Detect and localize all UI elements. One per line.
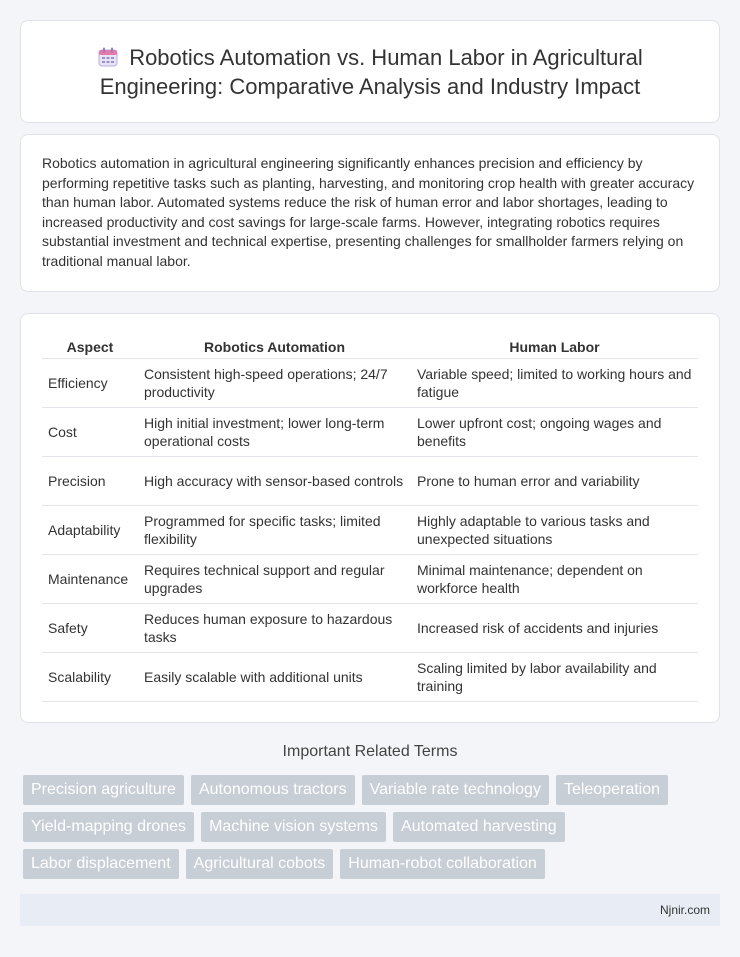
human-cell: Increased risk of accidents and injuries [411,603,698,652]
robotics-cell: Reduces human exposure to hazardous tasks [138,603,411,652]
aspect-cell: Scalability [42,652,138,701]
tag-row [23,812,723,842]
robotics-cell: Requires technical support and regular upgrades [138,554,411,603]
tag-row [23,775,723,805]
table-row [42,358,698,407]
human-cell: Variable speed; limited to working hours and fatigue [411,358,698,407]
tag-human-robot-collaboration[interactable]: Human-robot collaboration [340,849,545,879]
footer [20,894,720,926]
calendar-icon [97,46,119,68]
human-cell: Minimal maintenance; dependent on workforce health [411,554,698,603]
robotics-cell: Programmed for specific tasks; limited flexibility [138,505,411,554]
table-row [42,603,698,652]
related-terms-heading: Important Related Terms [282,743,458,760]
page-title-text: Robotics Automation vs. Human Labor in Agricultural Engineering: Comparative Analysis and Industry Impact [99,44,643,99]
tag-teleoperation[interactable]: Teleoperation [556,775,668,805]
aspect-cell: Adaptability [42,505,138,554]
tag-yield-mapping-drones[interactable]: Yield-mapping drones [23,812,194,842]
table-row [42,652,698,701]
aspect-cell: Maintenance [42,554,138,603]
robotics-cell: Consistent high-speed operations; 24/7 productivity [138,358,411,407]
table-header-row [42,334,698,358]
tag-automated-harvesting[interactable]: Automated harvesting [393,812,565,842]
aspect-cell: Safety [42,603,138,652]
tag-variable-rate-technology[interactable]: Variable rate technology [362,775,549,805]
human-cell: Prone to human error and variability [411,456,698,505]
tag-row [23,849,723,879]
aspect-cell: Precision [42,456,138,505]
comparison-card [20,313,720,723]
aspect-cell: Cost [42,407,138,456]
aspect-cell: Efficiency [42,358,138,407]
header-human: Human Labor [411,334,698,358]
header-aspect: Aspect [42,334,138,358]
table-row [42,505,698,554]
comparison-table [42,334,698,702]
table-row [42,554,698,603]
tag-autonomous-tractors[interactable]: Autonomous tractors [191,775,355,805]
tag-agricultural-cobots[interactable]: Agricultural cobots [186,849,334,879]
human-cell: Highly adaptable to various tasks and unexpected situations [411,505,698,554]
table-row [42,407,698,456]
robotics-cell: High initial investment; lower long-term operational costs [138,407,411,456]
human-cell: Lower upfront cost; ongoing wages and benefits [411,407,698,456]
related-terms-list [23,775,723,886]
footer-site-link[interactable]: Njnir.com [659,903,710,917]
tag-machine-vision-systems[interactable]: Machine vision systems [201,812,386,842]
header-robotics: Robotics Automation [138,334,411,358]
table-row [42,456,698,505]
tag-labor-displacement[interactable]: Labor displacement [23,849,179,879]
title-card [20,20,720,123]
human-cell: Scaling limited by labor availability and training [411,652,698,701]
intro-card [20,134,720,292]
page-title [50,43,690,101]
tag-precision-agriculture[interactable]: Precision agriculture [23,775,184,805]
robotics-cell: Easily scalable with additional units [138,652,411,701]
robotics-cell: High accuracy with sensor-based controls [138,456,411,505]
intro-paragraph: Robotics automation in agricultural engineering significantly enhances precision and efficiency by performing repetitive tasks such as planting, harvesting, and monitoring crop health with greater accuracy than human labor. Automated systems reduce the risk of human error and labor shortages, leading to increased productivity and cost savings for large-scale farms. However, integrating robotics requires substantial investment and technical expertise, presenting challenges for smallholder farmers relying on traditional manual labor. [42,155,695,269]
